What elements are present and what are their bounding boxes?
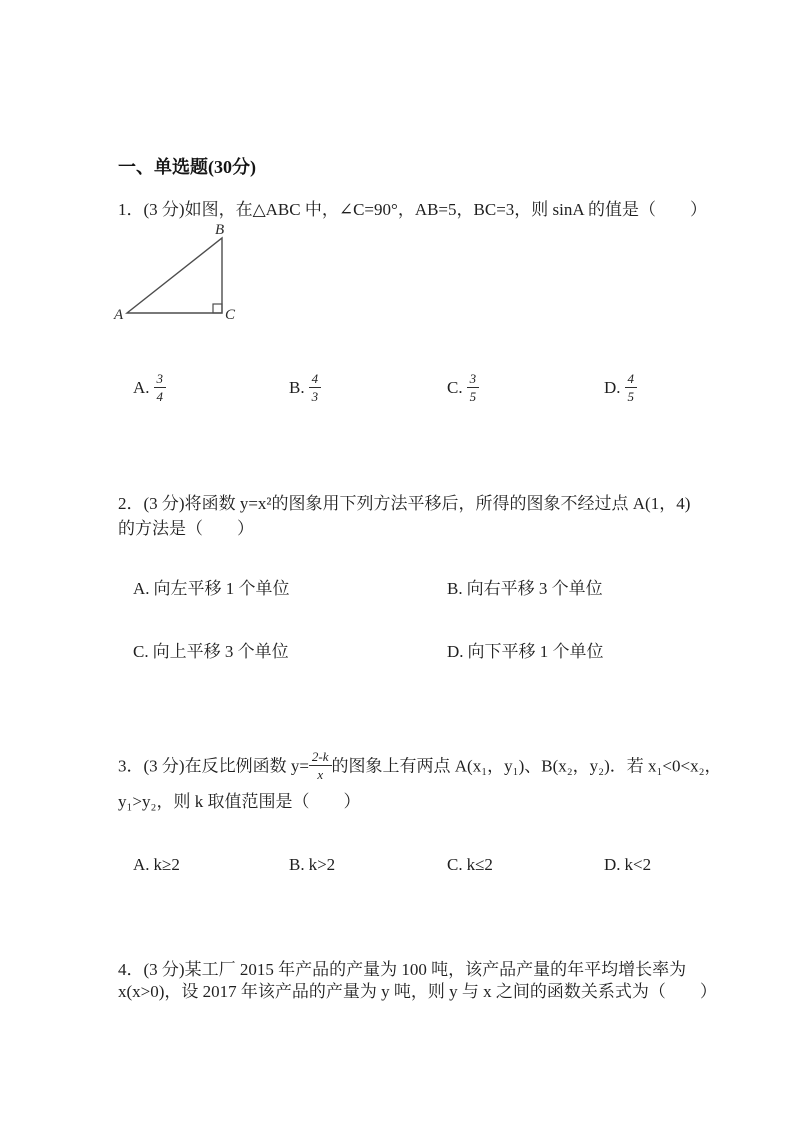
option-text: k≤2: [466, 855, 493, 874]
fraction: [154, 372, 167, 403]
option-text: k>2: [308, 855, 336, 874]
stem-text: 的图象上有两点 A(x₁，y₁)、B(x₂，y₂)．若 x₁<0<x₂，: [331, 756, 722, 776]
q1-option-a: [133, 371, 166, 405]
option-text: 向右平移 3 个单位: [466, 579, 603, 598]
section-title: 一、单选题(30分): [118, 157, 256, 177]
vertex-label-b: B: [215, 222, 225, 238]
fraction: [309, 750, 332, 781]
triangle-figure: [112, 222, 252, 327]
fraction-denominator: 3: [309, 387, 322, 403]
option-text: k<2: [624, 855, 652, 874]
q3-option-a: [133, 852, 180, 877]
stem-text: 3．(3 分)在反比例函数 y=: [118, 756, 309, 776]
q1-option-b: [289, 371, 321, 405]
q2-option-b: [447, 576, 603, 601]
question-4-stem-line2: x(x>0)，设 2017 年该产品的产量为 y 吨，则 y 与 x 之间的函数关系式为（ ）: [118, 982, 717, 1001]
q2-option-a: [133, 576, 290, 601]
right-triangle-svg: [112, 222, 252, 327]
fraction-numerator: 4: [311, 371, 319, 386]
question-3-stem-line2: y₁>y₂，则 k 取值范围是（ ）: [118, 792, 361, 811]
question-2-stem-line2: 的方法是（ ）: [118, 519, 254, 538]
fraction: [309, 372, 322, 403]
option-label: A.: [133, 579, 150, 598]
vertex-label-a: A: [114, 307, 124, 323]
option-label: B.: [289, 378, 305, 398]
q1-option-d: [604, 371, 637, 405]
q2-option-c: [133, 639, 289, 664]
q3-option-c: [447, 852, 493, 877]
option-label: C.: [133, 642, 149, 661]
fraction-numerator: 4: [627, 371, 635, 386]
option-text: k≥2: [153, 855, 180, 874]
q1-option-c: [447, 371, 479, 405]
option-text: 向上平移 3 个单位: [152, 642, 289, 661]
option-label: C.: [447, 855, 463, 874]
option-label: D.: [604, 855, 621, 874]
option-text: 向左平移 1 个单位: [153, 579, 290, 598]
option-label: B.: [447, 579, 463, 598]
fraction-numerator: 2-k: [311, 749, 329, 764]
q2-option-d: [447, 639, 604, 664]
triangle-shape: [127, 238, 222, 313]
fraction-denominator: 5: [467, 387, 480, 403]
fraction-numerator: 3: [469, 371, 477, 386]
option-text: 向下平移 1 个单位: [467, 642, 604, 661]
option-label: A.: [133, 855, 150, 874]
question-4-stem-line1: 4．(3 分)某工厂 2015 年产品的产量为 100 吨，该产品产量的年平均增长率为: [118, 960, 687, 979]
fraction-denominator: 5: [625, 387, 638, 403]
fraction: [625, 372, 638, 403]
fraction-denominator: x: [309, 765, 332, 781]
option-label: C.: [447, 378, 463, 398]
right-angle-mark: [213, 304, 222, 313]
question-2-stem-line1: 2．(3 分)将函数 y=x²的图象用下列方法平移后，所得的图象不经过点 A(1，4): [118, 494, 691, 513]
q3-option-d: [604, 852, 651, 877]
option-label: D.: [447, 642, 464, 661]
vertex-label-c: C: [225, 307, 236, 323]
question-1-stem: 1．(3 分)如图，在△ABC 中，∠C=90°，AB=5，BC=3，则 sinA 的值是（ ）: [118, 200, 707, 219]
fraction-denominator: 4: [154, 387, 167, 403]
q3-option-b: [289, 852, 335, 877]
question-3-stem-line1: [118, 749, 722, 783]
option-label: B.: [289, 855, 305, 874]
option-label: A.: [133, 378, 150, 398]
fraction: [467, 372, 480, 403]
fraction-numerator: 3: [156, 371, 164, 386]
option-label: D.: [604, 378, 621, 398]
